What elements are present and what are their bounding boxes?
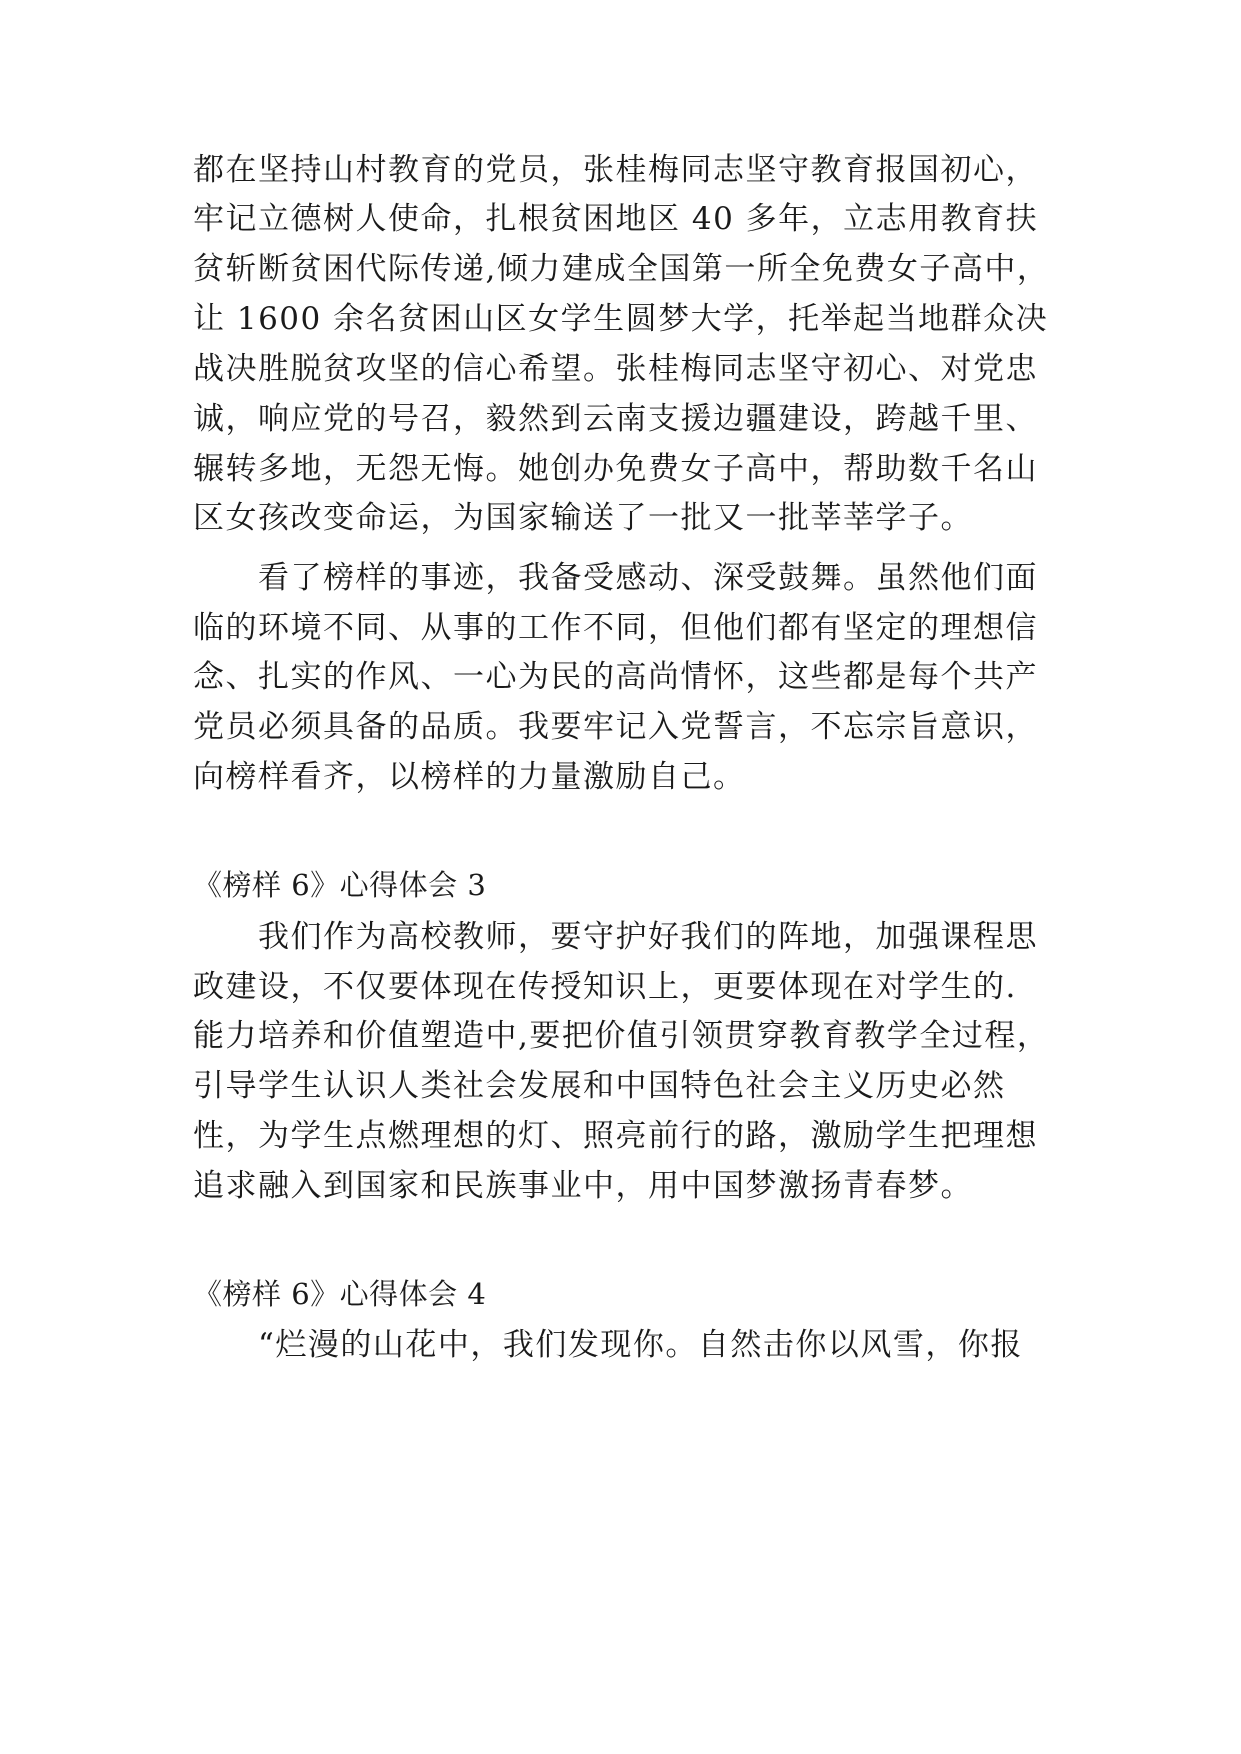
paragraph-3-line: 性，为学生点燃理想的灯、照亮前行的路，激励学生把理想 [193, 1118, 1038, 1154]
paragraph-3-line: 引导学生认识人类社会发展和中国特色社会主义历史必然 [193, 1068, 1006, 1104]
paragraph-4-line: “烂漫的山花中，我们发现你。自然击你以风雪，你报 [193, 1327, 1023, 1363]
paragraph-1-line: 贫斩断贫困代际传递,倾力建成全国第一所全免费女子高中， [193, 251, 1050, 287]
paragraph-3-line: 能力培养和价值塑造中,要把价值引领贯穿教育教学全过程， [193, 1018, 1050, 1054]
paragraph-1-line: 让 1600 余名贫困山区女学生圆梦大学，托举起当地群众决 [193, 301, 1049, 337]
section-heading-4: 《榜样 6》心得体会 4 [193, 1277, 487, 1311]
paragraph-3-line: 追求融入到国家和民族事业中，用中国梦激扬青春梦。 [193, 1168, 973, 1204]
paragraph-3-line: 政建设，不仅要体现在传授知识上，更要体现在对学生的. [193, 969, 1017, 1005]
paragraph-1-line: 都在坚持山村教育的党员，张桂梅同志坚守教育报国初心， [193, 152, 1038, 188]
section-heading-3: 《榜样 6》心得体会 3 [193, 868, 487, 902]
paragraph-3-line: 我们作为高校教师，要守护好我们的阵地，加强课程思 [193, 919, 1038, 955]
paragraph-2-line: 看了榜样的事迹，我备受感动、深受鼓舞。虽然他们面 [193, 560, 1038, 596]
paragraph-1-line: 战决胜脱贫攻坚的信心希望。张桂梅同志坚守初心、对党忠 [193, 351, 1038, 387]
paragraph-2-line: 向榜样看齐，以榜样的力量激励自己。 [193, 759, 746, 795]
paragraph-2-line: 念、扎实的作风、一心为民的高尚情怀，这些都是每个共产 [193, 659, 1038, 695]
paragraph-2-line: 党员必须具备的品质。我要牢记入党誓言，不忘宗旨意识， [193, 709, 1038, 745]
paragraph-2-line: 临的环境不同、从事的工作不同，但他们都有坚定的理想信 [193, 610, 1038, 646]
paragraph-1-line: 区女孩改变命运，为国家输送了一批又一批莘莘学子。 [193, 500, 973, 536]
paragraph-1-line: 诚，响应党的号召，毅然到云南支援边疆建设，跨越千里、 [193, 401, 1038, 437]
paragraph-1-line: 辗转多地，无怨无悔。她创办免费女子高中，帮助数千名山 [193, 451, 1038, 487]
paragraph-1-line: 牢记立德树人使命，扎根贫困地区 40 多年，立志用教育扶 [193, 201, 1039, 237]
